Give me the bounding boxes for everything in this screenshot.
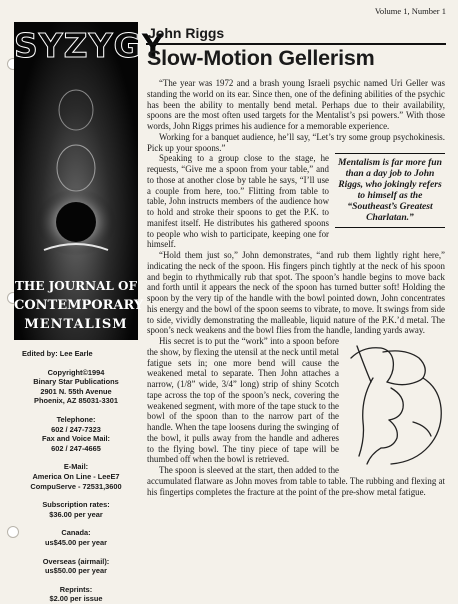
paragraph-6: The spoon is sleeved at the start, then added to the accumulated flatware as John moves from table to table. The rubbing and flexing at his fingertips completes the fracture at the point of the pre-show metal fatigue. [147,465,445,497]
paragraph-4: “Hold them just so,” John demonstrates, “and rub them lightly right here,” indicating the neck of the spoon. His fingers pinch tightly at the neck of his spoon and begin to rhythmically rub that spot. The spoon’s handle begins to move back and forth until it appears the neck of the spoon has turned butter soft! Holding the spoon by the very tip of the handle with the bowl pointed down, John concentrates his energy and the bowl of the spoon seems to vibrate, to move. It swings from side to side, vividly demonstrating the malleable, liquid nature of the P.K.’d metal. The spoon’s neck weakens and the bowl flies from the handle, landing yards away. [147,250,445,336]
journal-line-3: MENTALISM [24,317,128,332]
editor-credit: Edited by: Lee Earle [22,349,93,358]
paragraph-5: His secret is to put the “work” into a spoon before the show, by flexing the utensil at the neck until metal fatigue sets in; one more bend will cause the weakened metal to separate. Then John attaches a narrow, (1/8” wide, 3/4” long) strip of shiny Scotch tape across the top of the spoon’s neck, covering the weakened segment, with more of the tape stuck to the bowl of the spoon than to the narrow part of the handle. When the tape loosens during the swinging of the bowl, it pulls away from the handle and adheres to the flying bowl. The tiny piece of tape will be thumbed off when the bowl is retrieved. [147,336,339,465]
subscription-block: Subscription rates: $36.00 per year [42,500,110,519]
volume-number: Volume 1, Number 1 [374,6,446,16]
pull-quote: Mentalism is far more fun than a day job to John Riggs, who jokingly refers to himself as the “Southeast’s Greatest Charlatan.” [335,153,445,227]
paragraph-1: “The year was 1972 and a brash young Israeli psychic named Uri Geller was standing the world on its ear. Since then, one of the defining abilities of the psychic has been the ability to mentally bend metal. Perhaps due to their availability, spoons are the most often used targets for the Mentalist’s psi powers.” With those words, John Riggs primes his audience for a memorable experience. [147,78,445,131]
publication-info [14,349,138,604]
article-body [147,78,445,497]
masthead-logo: SYZYGY [14,26,166,65]
phone-block: Telephone: 602 / 247-7323 Fax and Voice Mail: 602 / 247-4665 [41,414,111,453]
journal-line-2: CONTEMPORARY [14,298,144,313]
cover-art [14,22,166,340]
email-block: E-Mail: America On Line - LeeE7 CompuServe - 72531,3600 [30,462,122,491]
paragraph-2: Working for a banquet audience, he’ll say, “Let’s try some group psychokinesis. Pick up your spoons.” [147,131,445,153]
hand-holding-spoon-icon [343,338,449,470]
canada-rate-block: Canada: us$45.00 per year [44,528,108,547]
title-rule [146,43,446,45]
paragraph-3: Speaking to a group close to the stage, he requests, “Give me a spoon from your table,” and to those at another close by table he says, “I’ll use a couple from here, too.” Flitting from table to table, John instructs members of the audience how to hold and stroke their spoons to get the P.K. to manifest itself. He distributes his gathered spoons to people who wish to participate, keeping one for himself. [147,153,329,250]
copyright-block: Copyright©1994 Binary Star Publications 2901 N. 55th Avenue Phoenix, AZ 85031-3301 [33,367,119,406]
article-title: Slow-Motion Gellerism [147,46,375,70]
article-author: John Riggs [148,25,225,41]
sidebar [14,22,166,604]
overseas-rate-block: Overseas (airmail): us$50.00 per year [42,556,110,576]
journal-line-1: THE JOURNAL OF [14,279,138,293]
reprints-block: Reprints: $2.00 per issue [49,584,103,604]
